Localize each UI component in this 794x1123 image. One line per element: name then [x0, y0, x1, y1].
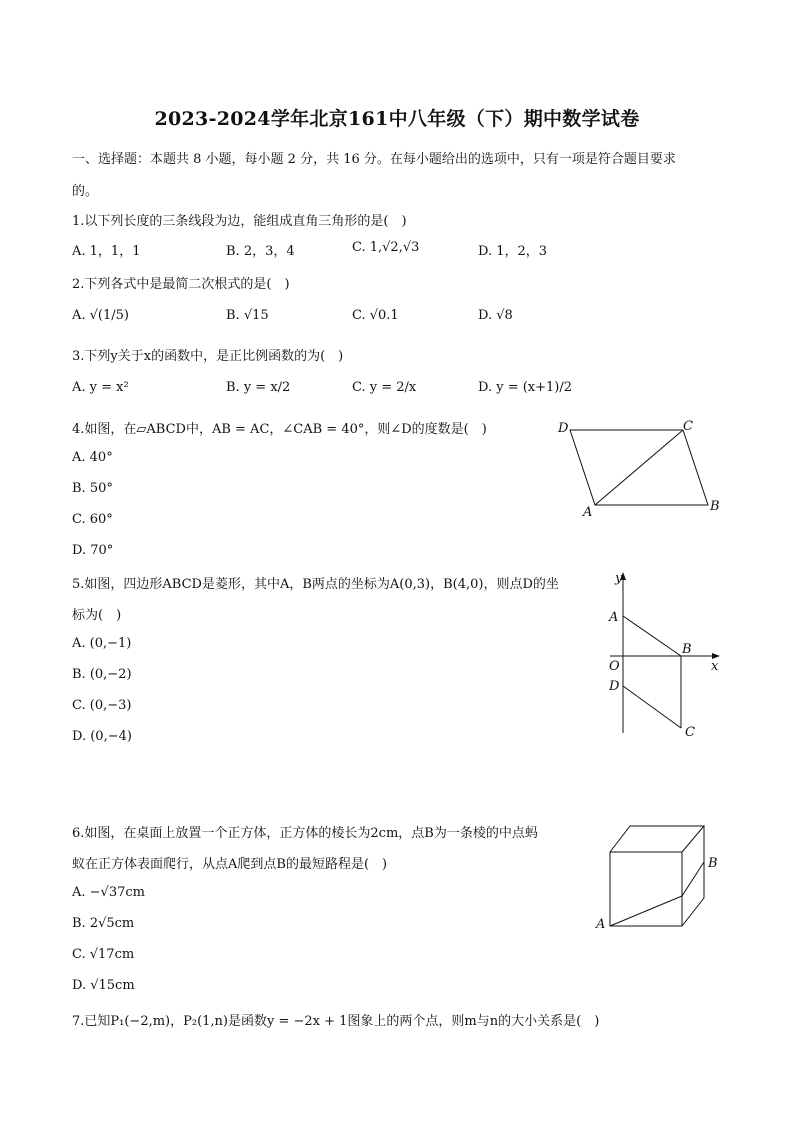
q3-option-c: C. y = 2/x [352, 380, 417, 395]
q2-option-a: A. √(1/5) [72, 308, 130, 323]
question-5-stem: 5.如图，四边形ABCD是菱形，其中A，B两点的坐标为A(0,3)，B(4,0)，则点D的坐 [72, 577, 559, 592]
q4-option-c: C. 60° [72, 512, 113, 527]
question-6-stem-cont: 蚁在正方体表面爬行，从点A爬到点B的最短路程是( ) [72, 857, 388, 872]
fig5-label-a: A [609, 610, 619, 625]
q5-option-b: B. (0,−2) [72, 667, 132, 682]
q6-option-b: B. 2√5cm [72, 916, 135, 931]
q3-option-d: D. y = (x+1)/2 [478, 380, 573, 395]
q6-option-c: C. √17cm [72, 947, 135, 962]
q5-option-a: A. (0,−1) [72, 636, 132, 651]
question-6-stem: 6.如图，在桌面上放置一个正方体，正方体的棱长为2cm，点B为一条棱的中点蚂 [72, 826, 538, 841]
q1-option-a: A. 1，1，1 [72, 244, 141, 259]
q3-option-a: A. y = x² [72, 380, 129, 395]
q2-option-c: C. √0.1 [352, 308, 399, 323]
section-heading: 一、选择题：本题共 8 小题，每小题 2 分，共 16 分。在每小题给出的选项中，只有一项是符合题目要求 [72, 152, 676, 167]
q2-option-d: D. √8 [478, 308, 513, 323]
q4-option-a: A. 40° [72, 450, 113, 465]
q1-option-d: D. 1，2，3 [478, 244, 548, 259]
q4-option-b: B. 50° [72, 481, 113, 496]
question-1-stem: 1.以下列长度的三条线段为边，能组成直角三角形的是( ) [72, 214, 407, 229]
fig5-label-o: O [609, 659, 620, 674]
q1-option-b: B. 2，3，4 [226, 244, 295, 259]
q3-option-b: B. y = x/2 [226, 380, 291, 395]
fig5-label-d: D [609, 679, 620, 694]
question-7-stem: 7.已知P₁(−2,m)，P₂(1,n)是函数y = −2x + 1图象上的两个点，则m与n的大小关系是( ) [72, 1014, 600, 1029]
q2-option-b: B. √15 [226, 308, 269, 323]
fig4-label-d: D [558, 421, 569, 436]
q6-option-d: D. √15cm [72, 978, 135, 993]
cube-figure [590, 818, 730, 936]
fig4-label-a: A [583, 505, 593, 520]
fig4-label-c: C [683, 419, 693, 434]
page-title: 2023-2024学年北京161中八年级（下）期中数学试卷 [154, 108, 640, 130]
rhombus-coordinate-figure [600, 568, 730, 743]
fig6-label-b: B [708, 856, 718, 871]
question-4-stem: 4.如图，在▱ABCD中，AB = AC，∠CAB = 40°，则∠D的度数是( ) [72, 422, 487, 437]
fig5-label-y: y [615, 571, 623, 586]
question-5-stem-cont: 标为( ) [72, 608, 122, 623]
q5-option-d: D. (0,−4) [72, 729, 132, 744]
q1-option-c: C. 1,√2,√3 [352, 240, 420, 255]
q5-option-c: C. (0,−3) [72, 698, 132, 713]
q4-option-d: D. 70° [72, 543, 114, 558]
fig5-label-b: B [682, 642, 692, 657]
section-heading-cont: 的。 [72, 184, 99, 199]
fig5-label-x: x [711, 659, 719, 674]
question-2-stem: 2.下列各式中是最简二次根式的是( ) [72, 277, 290, 292]
parallelogram-figure [550, 412, 730, 522]
fig4-label-b: B [710, 499, 720, 514]
fig5-label-c: C [685, 725, 695, 740]
q6-option-a: A. −√37cm [72, 885, 145, 900]
question-3-stem: 3.下列y关于x的函数中，是正比例函数的为( ) [72, 349, 344, 364]
fig6-label-a: A [596, 917, 606, 932]
